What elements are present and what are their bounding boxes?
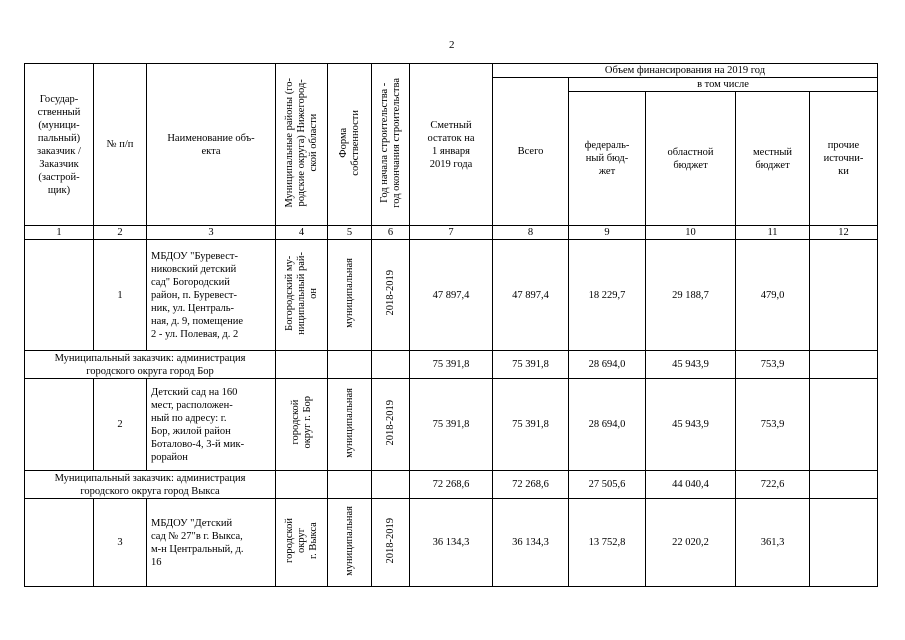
- header-regional: областной бюджет: [646, 92, 736, 226]
- table-row: [25, 240, 878, 351]
- ownership-cell: муниципальная: [328, 499, 372, 587]
- federal-cell: 28 694,0: [569, 379, 646, 471]
- customer-cell: [25, 499, 94, 587]
- table-row: [25, 499, 878, 587]
- years-cell: 2018-2019: [372, 499, 410, 587]
- object-name: МБДОУ "Детский сад № 27"в г. Выкса, м-н Центральный, д. 16: [147, 499, 276, 587]
- col-number: 10: [646, 226, 736, 240]
- object-name: МБДОУ "Буревест- никовский детский сад" Богородский район, п. Буревест- ник, ул. Централь- ная, д. 9, помещение 2 - ул. Полевая, д. 2: [147, 240, 276, 351]
- header-object-name: Наименование объ- екта: [147, 64, 276, 226]
- regional-cell: 45 943,9: [646, 379, 736, 471]
- header-total: Всего: [493, 78, 569, 226]
- empty-cell: [328, 351, 372, 379]
- regional-cell: 45 943,9: [646, 351, 736, 379]
- federal-cell: 18 229,7: [569, 240, 646, 351]
- local-cell: 753,9: [736, 379, 810, 471]
- other-cell: [810, 379, 878, 471]
- customer-row: [25, 351, 878, 379]
- header-local: местный бюджет: [736, 92, 810, 226]
- header-municipal-districts: Муниципальные районы (го- родские округа) Нижегород- ской области: [276, 64, 328, 226]
- col-number: 7: [410, 226, 493, 240]
- local-cell: 753,9: [736, 351, 810, 379]
- other-cell: [810, 240, 878, 351]
- ownership-cell: муниципальная: [328, 379, 372, 471]
- regional-cell: 29 188,7: [646, 240, 736, 351]
- empty-cell: [276, 471, 328, 499]
- customer-cell: [25, 240, 94, 351]
- total-cell: 72 268,6: [493, 471, 569, 499]
- header-funding-volume: Объем финансирования на 2019 год: [493, 64, 878, 78]
- header-other: прочие источни- ки: [810, 92, 878, 226]
- column-numbers-row: [25, 226, 878, 240]
- total-cell: 75 391,8: [493, 351, 569, 379]
- row-number: 1: [94, 240, 147, 351]
- total-cell: 75 391,8: [493, 379, 569, 471]
- empty-cell: [328, 471, 372, 499]
- other-cell: [810, 351, 878, 379]
- district-cell: городской округ г. Бор: [276, 379, 328, 471]
- col-number: 1: [25, 226, 94, 240]
- district-cell: Богородский му- ниципальный рай- он: [276, 240, 328, 351]
- col-number: 12: [810, 226, 878, 240]
- balance-cell: 36 134,3: [410, 499, 493, 587]
- customer-label: Муниципальный заказчик: администрация городского округа город Выкса: [25, 471, 276, 499]
- table-row: [25, 379, 878, 471]
- local-cell: 722,6: [736, 471, 810, 499]
- col-number: 4: [276, 226, 328, 240]
- balance-cell: 75 391,8: [410, 351, 493, 379]
- total-cell: 36 134,3: [493, 499, 569, 587]
- regional-cell: 44 040,4: [646, 471, 736, 499]
- header-including: в том числе: [569, 78, 878, 92]
- customer-row: [25, 471, 878, 499]
- years-cell: 2018-2019: [372, 379, 410, 471]
- balance-cell: 47 897,4: [410, 240, 493, 351]
- customer-label: Муниципальный заказчик: администрация городского округа город Бор: [25, 351, 276, 379]
- header-number: № п/п: [94, 64, 147, 226]
- header-ownership-form: Форма собственности: [328, 64, 372, 226]
- empty-cell: [276, 351, 328, 379]
- header-construction-years: Год начала строительства - год окончания строительства: [372, 64, 410, 226]
- object-name: Детский сад на 160 мест, расположен- ный по адресу: г. Бор, жилой район Боталово-4, 3-й мик- рорайон: [147, 379, 276, 471]
- header-customer: Государ- ственный (муници- пальный) заказчик / Заказчик (застрой- щик): [25, 64, 94, 226]
- federal-cell: 13 752,8: [569, 499, 646, 587]
- row-number: 2: [94, 379, 147, 471]
- district-cell: городской округ г. Выкса: [276, 499, 328, 587]
- federal-cell: 27 505,6: [569, 471, 646, 499]
- col-number: 8: [493, 226, 569, 240]
- ownership-cell: муниципальная: [328, 240, 372, 351]
- other-cell: [810, 499, 878, 587]
- empty-cell: [372, 351, 410, 379]
- local-cell: 361,3: [736, 499, 810, 587]
- col-number: 6: [372, 226, 410, 240]
- row-number: 3: [94, 499, 147, 587]
- regional-cell: 22 020,2: [646, 499, 736, 587]
- page-number: 2: [449, 39, 455, 51]
- col-number: 3: [147, 226, 276, 240]
- federal-cell: 28 694,0: [569, 351, 646, 379]
- empty-cell: [372, 471, 410, 499]
- other-cell: [810, 471, 878, 499]
- col-number: 5: [328, 226, 372, 240]
- col-number: 11: [736, 226, 810, 240]
- total-cell: 47 897,4: [493, 240, 569, 351]
- local-cell: 479,0: [736, 240, 810, 351]
- customer-cell: [25, 379, 94, 471]
- financing-table: [24, 63, 878, 587]
- header-estimated-balance: Сметный остаток на 1 января 2019 года: [410, 64, 493, 226]
- col-number: 2: [94, 226, 147, 240]
- header-federal: федераль- ный бюд- жет: [569, 92, 646, 226]
- balance-cell: 72 268,6: [410, 471, 493, 499]
- col-number: 9: [569, 226, 646, 240]
- balance-cell: 75 391,8: [410, 379, 493, 471]
- years-cell: 2018-2019: [372, 240, 410, 351]
